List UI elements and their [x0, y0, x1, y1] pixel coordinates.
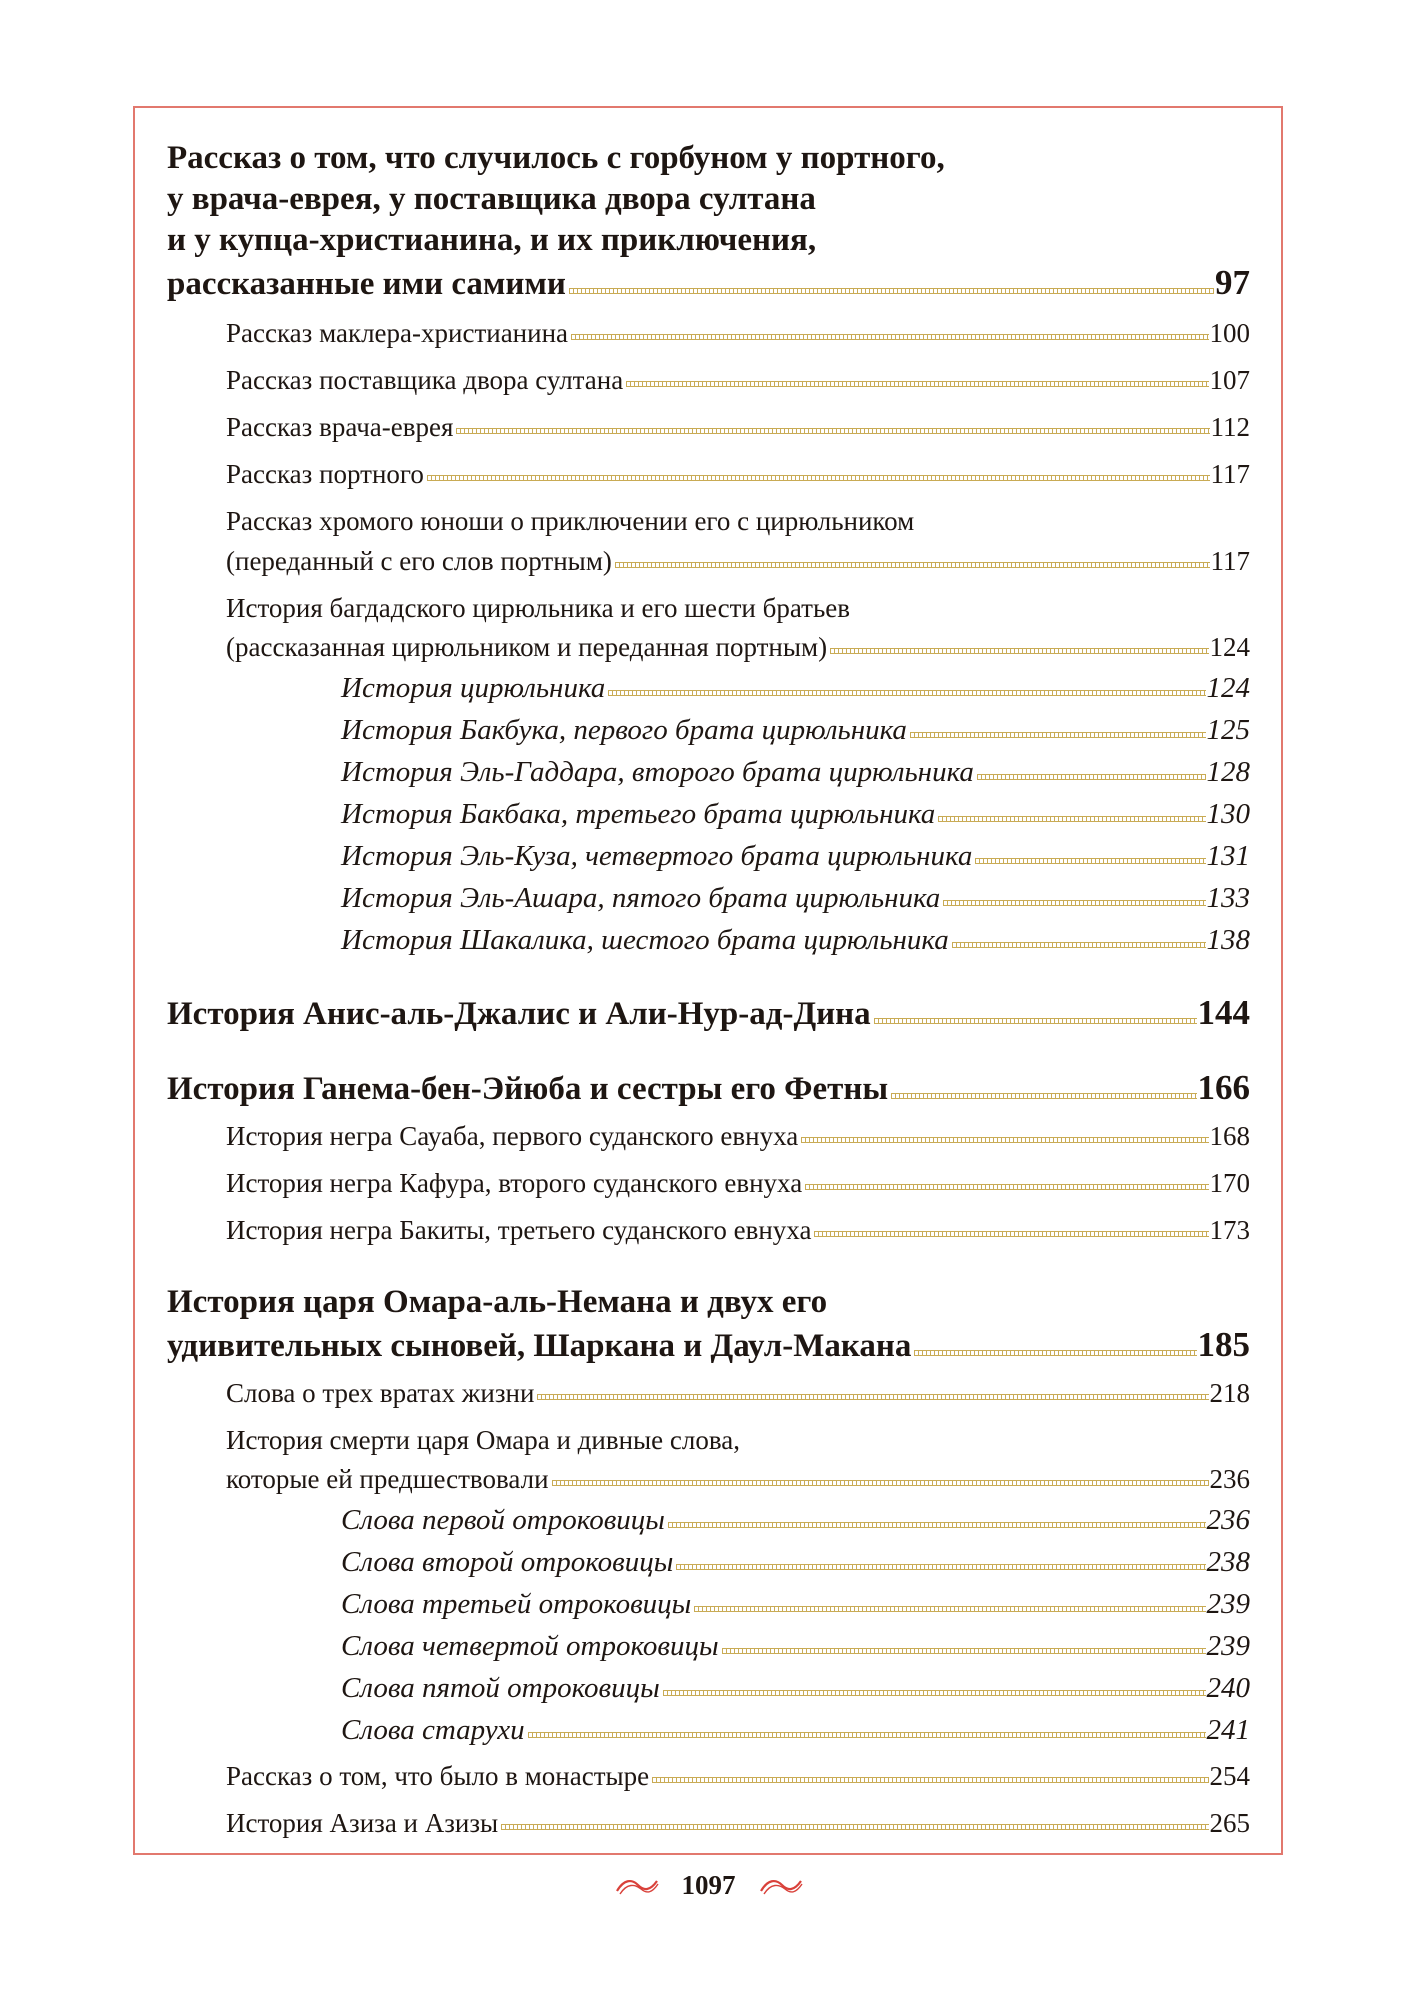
page-number: 1097 — [681, 1870, 736, 1900]
dot-leader — [938, 816, 1205, 822]
toc-entry[interactable] — [167, 1464, 1250, 1495]
toc-heading-line: и у купца-христианина, и их приключения, — [167, 222, 817, 258]
toc-entry-title: История Ганема-бен-Эйюба и сестры его Фетны — [167, 1071, 889, 1107]
toc-page-number: 238 — [1206, 1546, 1250, 1578]
toc-page-number: 112 — [1210, 412, 1250, 442]
toc-entry-title: Слова второй отроковицы — [341, 1546, 674, 1578]
dot-leader — [571, 334, 1208, 340]
toc-entry-title: Слова первой отроковицы — [341, 1504, 665, 1536]
toc-entry[interactable] — [167, 1808, 1250, 1839]
toc-page-number: 133 — [1206, 882, 1250, 914]
toc-entry-title: (рассказанная цирюльником и переданная портным) — [226, 632, 828, 662]
dot-leader — [814, 1231, 1208, 1237]
toc-entry-title: История негра Бакиты, третьего суданского евнуха — [226, 1215, 812, 1245]
toc-page-number: 240 — [1206, 1672, 1250, 1704]
toc-entry-title: Рассказ о том, что было в монастыре — [226, 1761, 650, 1791]
toc-entry-title: рассказанные ими самими — [167, 266, 566, 302]
toc-entry[interactable] — [167, 924, 1250, 957]
toc-entry-title: История Эль-Гаддара, второго брата цирюльника — [341, 756, 974, 788]
toc-entry[interactable] — [167, 1672, 1250, 1705]
toc-entry[interactable] — [167, 1068, 1250, 1108]
toc-entry-title: (переданный с его слов портным) — [226, 546, 612, 576]
toc-entry-title: История Эль-Куза, четвертого брата цирюльника — [341, 840, 973, 872]
toc-entry[interactable] — [167, 1588, 1250, 1621]
toc-entry-title: Рассказ портного — [226, 459, 424, 489]
toc-entry[interactable] — [167, 1714, 1250, 1747]
toc-page-number: 239 — [1206, 1588, 1250, 1620]
toc-entry[interactable] — [167, 632, 1250, 663]
toc-entry-title: Рассказ маклера-христианина — [226, 318, 569, 348]
toc-entry-title: История Анис-аль-Джалис и Али-Нур-ад-Дина — [167, 996, 871, 1032]
dot-leader — [537, 1394, 1208, 1400]
toc-entry[interactable] — [167, 318, 1250, 349]
toc-page-number: 173 — [1209, 1215, 1250, 1245]
toc-entry[interactable] — [167, 1546, 1250, 1579]
toc-page-number: 138 — [1206, 924, 1250, 956]
toc-entry[interactable] — [167, 412, 1250, 443]
toc-entry[interactable] — [167, 1378, 1250, 1409]
toc-entry[interactable] — [167, 1761, 1250, 1792]
toc-page-number: 100 — [1209, 318, 1250, 348]
toc-entry-title: Рассказ врача-еврея — [226, 412, 454, 442]
page-footer — [0, 1870, 1417, 1901]
toc-page-number: 107 — [1209, 365, 1250, 395]
toc-page-number: 185 — [1197, 1325, 1250, 1364]
toc-page-number: 144 — [1197, 993, 1250, 1032]
toc-entry-title: Слова пятой отроковицы — [341, 1672, 660, 1704]
toc-page-number: 124 — [1206, 672, 1250, 704]
dot-leader — [615, 562, 1210, 568]
toc-entry[interactable] — [167, 1168, 1250, 1199]
toc-entry[interactable] — [167, 1325, 1250, 1365]
toc-entry[interactable] — [167, 365, 1250, 396]
dot-leader — [569, 288, 1214, 294]
toc-entry-title: Рассказ поставщика двора султана — [226, 365, 624, 395]
dot-leader — [891, 1093, 1196, 1099]
dot-leader — [608, 690, 1205, 696]
toc-entry-title: которые ей предшествовали — [226, 1464, 549, 1494]
dot-leader — [910, 732, 1206, 738]
toc-entry-title: История Азиза и Азизы — [226, 1808, 499, 1838]
toc-page-number: 128 — [1206, 756, 1250, 788]
toc-entry[interactable] — [167, 459, 1250, 490]
toc-entry-title: История Бакбака, третьего брата цирюльника — [341, 798, 936, 830]
toc-entry[interactable] — [167, 1121, 1250, 1152]
toc-entry-line: Рассказ хромого юноши о приключении его с цирюльником — [226, 506, 915, 536]
toc-entry[interactable] — [167, 993, 1250, 1033]
dot-leader — [552, 1480, 1209, 1486]
dot-leader — [668, 1522, 1206, 1528]
toc-entry-title: удивительных сыновей, Шаркана и Даул-Макана — [167, 1328, 912, 1364]
dot-leader — [528, 1732, 1206, 1738]
toc-page-number: 239 — [1206, 1630, 1250, 1662]
toc-page-number: 168 — [1209, 1121, 1250, 1151]
toc-page-number: 166 — [1197, 1068, 1250, 1107]
toc-page-number: 241 — [1206, 1714, 1250, 1746]
toc-page-number: 236 — [1206, 1504, 1250, 1536]
toc-page-number: 218 — [1209, 1378, 1250, 1408]
toc-page-number: 130 — [1206, 798, 1250, 830]
toc-page-number: 117 — [1210, 546, 1250, 576]
toc-page-number: 254 — [1209, 1761, 1250, 1791]
toc-entry[interactable] — [167, 1630, 1250, 1663]
dot-leader — [975, 858, 1205, 864]
toc-entry[interactable] — [167, 546, 1250, 577]
toc-heading-line: История царя Омара-аль-Немана и двух его — [167, 1284, 828, 1320]
dot-leader — [952, 942, 1206, 948]
toc-entry-title: История Бакбука, первого брата цирюльника — [341, 714, 907, 746]
dot-leader — [830, 648, 1208, 654]
toc-entry-line: История багдадского цирюльника и его шести братьев — [226, 593, 850, 623]
dot-leader — [663, 1690, 1206, 1696]
toc-entry[interactable] — [167, 1504, 1250, 1537]
dot-leader — [456, 428, 1209, 434]
toc-page-number: 170 — [1209, 1168, 1250, 1198]
toc-entry[interactable] — [167, 882, 1250, 915]
toc-heading-line: Рассказ о том, что случилось с горбуном у портного, — [167, 140, 945, 176]
toc-entry-title: Слова старухи — [341, 1714, 525, 1746]
dot-leader — [874, 1018, 1197, 1024]
toc-entry[interactable] — [167, 798, 1250, 831]
toc-entry-title: История Эль-Ашара, пятого брата цирюльника — [341, 882, 941, 914]
toc-entry-title: История Шакалика, шестого брата цирюльника — [341, 924, 949, 956]
toc-entry[interactable] — [167, 714, 1250, 747]
dot-leader — [722, 1648, 1206, 1654]
dot-leader — [943, 900, 1205, 906]
toc-entry-line: История смерти царя Омара и дивные слова, — [226, 1425, 741, 1455]
toc-entry-title: История негра Сауаба, первого суданского евнуха — [226, 1121, 799, 1151]
toc-page-number: 236 — [1209, 1464, 1250, 1494]
toc-entry[interactable] — [167, 263, 1250, 303]
dot-leader — [914, 1350, 1196, 1356]
toc-entry-title: История негра Кафура, второго суданского евнуха — [226, 1168, 803, 1198]
toc-entry[interactable] — [167, 756, 1250, 789]
toc-entry[interactable] — [167, 1215, 1250, 1246]
dot-leader — [652, 1777, 1208, 1783]
toc-entry-title: Слова третьей отроковицы — [341, 1588, 692, 1620]
toc-entry-title: История цирюльника — [341, 672, 606, 704]
dot-leader — [501, 1824, 1208, 1830]
toc-page-number: 117 — [1210, 459, 1250, 489]
toc-entry-title: Слова о трех вратах жизни — [226, 1378, 535, 1408]
dot-leader — [626, 381, 1208, 387]
toc-page-number: 124 — [1209, 632, 1250, 662]
toc-entry-title: Слова четвертой отроковицы — [341, 1630, 719, 1662]
swash-ornament-icon — [614, 1875, 660, 1897]
dot-leader — [801, 1137, 1208, 1143]
toc-page-number: 265 — [1209, 1808, 1250, 1838]
dot-leader — [805, 1184, 1208, 1190]
toc-page-number: 131 — [1206, 840, 1250, 872]
dot-leader — [977, 774, 1206, 780]
dot-leader — [676, 1564, 1205, 1570]
toc-entry[interactable] — [167, 672, 1250, 705]
toc-heading-line: у врача-еврея, у поставщика двора султана — [167, 181, 816, 217]
toc-entry[interactable] — [167, 840, 1250, 873]
toc-page-number: 97 — [1215, 263, 1250, 302]
dot-leader — [694, 1606, 1205, 1612]
toc-page-number: 125 — [1206, 714, 1250, 746]
swash-ornament-icon — [758, 1875, 804, 1897]
dot-leader — [427, 475, 1210, 481]
